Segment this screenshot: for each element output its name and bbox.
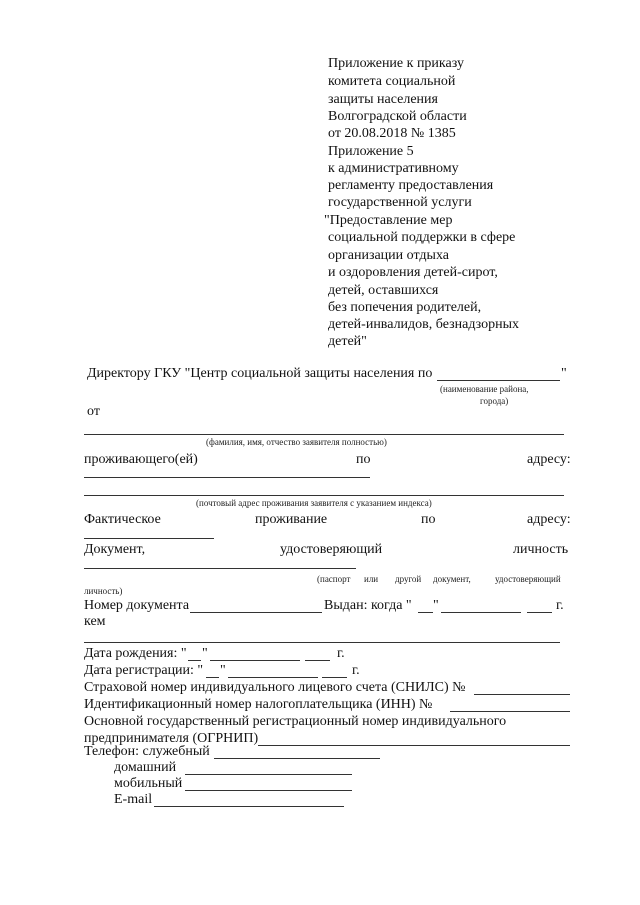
issued-day-field[interactable] [418, 612, 433, 613]
address-field[interactable] [84, 477, 370, 478]
district-hint: (наименование района, [440, 384, 529, 394]
header-line: без попечения родителей, [328, 300, 482, 315]
header-line: "Предоставление мер [324, 213, 453, 228]
passport-hint: или [364, 574, 379, 584]
issued-month-field[interactable] [441, 612, 521, 613]
phone-home-label: домашний [114, 760, 177, 775]
phone-mobile-field[interactable] [185, 790, 352, 791]
inn-label: Идентификационный номер налогоплательщика (ИНН) № [84, 697, 433, 712]
registration-month-field[interactable] [228, 677, 318, 678]
registration-label: Дата регистрации: " [84, 663, 204, 678]
fio-field[interactable] [84, 434, 564, 435]
issued-year-field[interactable] [527, 612, 552, 613]
header-line: защиты населения [328, 92, 438, 107]
doc-label: личность [513, 542, 569, 557]
phone-mobile-label: мобильный [114, 776, 183, 791]
doc-number-field[interactable] [190, 612, 322, 613]
birth-year-label: г. [337, 646, 345, 661]
header-line: детей-инвалидов, безнадзорных [328, 317, 519, 332]
header-line: Волгоградской области [328, 109, 467, 124]
doc-number-label: Номер документа [84, 598, 190, 613]
actual-label: адресу: [527, 512, 571, 527]
header-line: детей" [328, 334, 367, 349]
address-field[interactable] [84, 495, 564, 496]
birth-month-field[interactable] [210, 660, 300, 661]
passport-hint: удостоверяющий [495, 574, 561, 584]
registration-year-field[interactable] [322, 677, 347, 678]
postal-hint: (почтовый адрес проживания заявителя с указанием индекса) [196, 498, 432, 508]
email-field[interactable] [154, 806, 344, 807]
birth-year-field[interactable] [305, 660, 330, 661]
phone-home-field[interactable] [185, 774, 352, 775]
registration-quote: " [220, 663, 226, 678]
passport-hint: (паспорт [317, 574, 351, 584]
inn-field[interactable] [450, 711, 570, 712]
passport-hint: личность) [84, 586, 123, 596]
phone-work-label: Телефон: служебный [84, 744, 210, 759]
doc-label: Документ, [84, 542, 146, 557]
phone-work-field[interactable] [214, 758, 380, 759]
doc-field[interactable] [84, 568, 356, 569]
birth-quote: " [202, 646, 208, 661]
birth-day-field[interactable] [188, 660, 201, 661]
header-line: организации отдыха [328, 248, 449, 263]
snils-field[interactable] [474, 694, 570, 695]
fio-hint: (фамилия, имя, отчество заявителя полностью) [206, 437, 387, 447]
header-line: детей, оставшихся [328, 283, 439, 298]
email-label: E-mail [114, 792, 153, 807]
ogrnip-field[interactable] [258, 745, 570, 746]
doc-label: удостоверяющий [280, 542, 383, 557]
passport-hint: документ, [433, 574, 471, 584]
director-label: Директору ГКУ "Центр социальной защиты населения по [87, 366, 433, 381]
header-line: социальной поддержки в сфере [328, 230, 516, 245]
residing-label: адресу: [527, 452, 571, 467]
header-line: государственной услуги [328, 195, 472, 210]
actual-address-field[interactable] [84, 538, 214, 539]
header-line: Приложение к приказу [328, 56, 464, 71]
residing-label: проживающего(ей) [84, 452, 198, 467]
header-line: к административному [328, 161, 459, 176]
residing-label: по [356, 452, 371, 467]
from-label: от [87, 404, 100, 419]
snils-label: Страховой номер индивидуального лицевого счета (СНИЛС) № [84, 680, 466, 695]
header-line: комитета социальной [328, 74, 456, 89]
header-line: от 20.08.2018 № 1385 [328, 126, 456, 141]
actual-label: по [421, 512, 436, 527]
issued-label: Выдан: когда " [324, 598, 412, 613]
registration-year-label: г. [352, 663, 360, 678]
actual-label: проживание [255, 512, 328, 527]
district-field[interactable] [437, 380, 560, 381]
header-line: и оздоровления детей-сирот, [328, 265, 498, 280]
issued-quote: " [433, 598, 439, 613]
birth-label: Дата рождения: " [84, 646, 187, 661]
ogrnip-label: Основной государственный регистрационный номер индивидуального [84, 714, 507, 729]
district-hint: города) [480, 396, 509, 406]
whom-label: кем [84, 614, 106, 629]
actual-label: Фактическое [84, 512, 161, 527]
header-line: Приложение 5 [328, 144, 414, 159]
issued-year-label: г. [556, 598, 564, 613]
director-quote: " [561, 366, 567, 381]
ogrnip-label: предпринимателя (ОГРНИП) [84, 731, 259, 746]
registration-day-field[interactable] [206, 677, 219, 678]
header-line: регламенту предоставления [328, 178, 494, 193]
passport-hint: другой [395, 574, 422, 584]
whom-field[interactable] [84, 642, 560, 643]
